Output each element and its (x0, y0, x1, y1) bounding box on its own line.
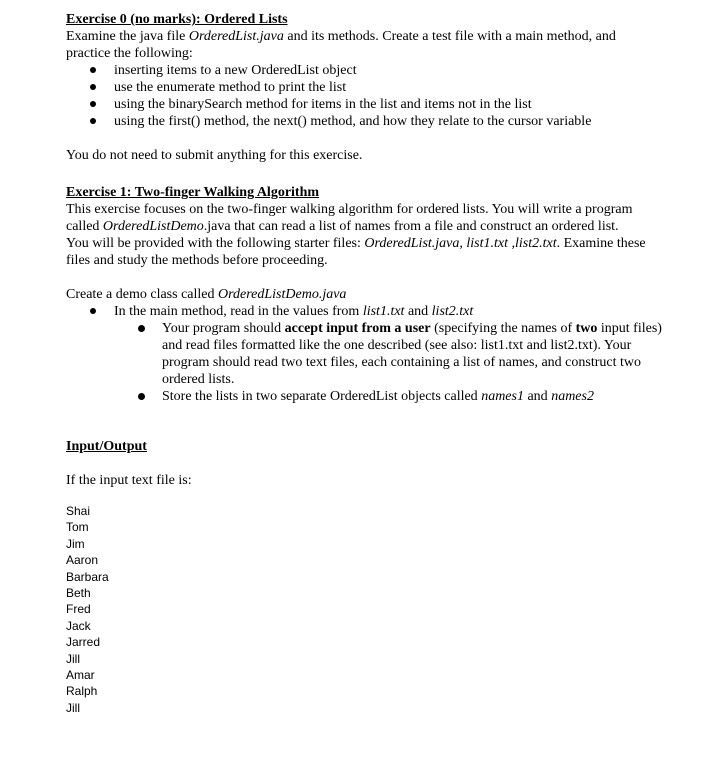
list-item: inserting items to a new OrderedList object (90, 62, 696, 79)
name-entry: Jill (66, 651, 80, 666)
file-name: OrderedListDemo.java (217, 287, 347, 302)
exercise-0-note: You do not need to submit anything for this exercise. (66, 148, 363, 163)
name-entry: Aaron (66, 553, 99, 568)
name-entry: Jill (66, 700, 80, 715)
input-output-heading: Input/Output (66, 439, 147, 454)
name-entry: Jarred (66, 635, 101, 650)
exercise-1-paragraph-line: You will be provided with the following starter files: OrderedList.java, list1.txt ,list2.txt. Examine these (66, 236, 646, 251)
list-item: using the binarySearch method for items in the list and items not in the list (90, 96, 696, 113)
name-entry: Amar (66, 667, 95, 682)
file-name: OrderedListDemo (102, 219, 204, 234)
sub-list-item: Your program should accept input from a user (specifying the names of two input files) and read files formatted like the one described (see also: list1.txt and list2.txt). Your program should read two text files, each containing a list of names, and construct two ordered lists. (138, 320, 696, 388)
name-entry: Shai (66, 504, 91, 518)
demo-class-instruction: Create a demo class called OrderedListDemo.java (66, 287, 347, 302)
exercise-1-paragraph-line: This exercise focuses on the two-finger walking algorithm for ordered lists. You will write a program (66, 202, 633, 217)
name-entry: Jack (66, 618, 91, 633)
exercise-1-heading: Exercise 1: Two-finger Walking Algorithm (66, 185, 320, 200)
name-entry: Ralph (66, 684, 98, 699)
list-item: In the main method, read in the values from list1.txt and list2.txt Your program should accept input from a user (specifying the names of two input files) and read files formatted like the one described (see also: list1.txt and list2.txt). Your program should read two text files, each containing a list of names, and construct two ordered lists. Store the lists in two separate OrderedList objects called names1 and names2 (90, 303, 696, 405)
exercise-1-paragraph-line: called OrderedListDemo.java that can read a list of names from a file and construct an ordered list. (66, 219, 619, 234)
name-entry: Barbara (66, 569, 109, 584)
input-file-intro: If the input text file is: (66, 473, 192, 488)
names-list (66, 503, 696, 716)
name-entry: Jim (66, 536, 85, 551)
sub-list-item: Store the lists in two separate OrderedList objects called names1 and names2 (138, 388, 696, 405)
name-entry: Beth (66, 585, 91, 600)
list-item: use the enumerate method to print the list (90, 79, 696, 96)
exercise-1-bullet-list (66, 303, 696, 405)
exercise-0-bullet-list (66, 62, 696, 130)
name-entry: Tom (66, 520, 89, 535)
exercise-0-heading: Exercise 0 (no marks): Ordered Lists (66, 12, 288, 27)
document-page (66, 11, 696, 716)
list-item: using the first() method, the next() method, and how they relate to the cursor variable (90, 113, 696, 130)
name-entry: Fred (66, 602, 91, 617)
file-names: OrderedList.java, list1.txt ,list2.txt (364, 236, 557, 251)
sub-list (114, 320, 696, 405)
file-name: OrderedList.java (188, 29, 284, 44)
exercise-0-intro: Examine the java file OrderedList.java and its methods. Create a test file with a main method, and (66, 29, 616, 44)
exercise-0-intro-cont: practice the following: (66, 46, 193, 61)
exercise-1-paragraph-line: files and study the methods before proceeding. (66, 253, 328, 268)
